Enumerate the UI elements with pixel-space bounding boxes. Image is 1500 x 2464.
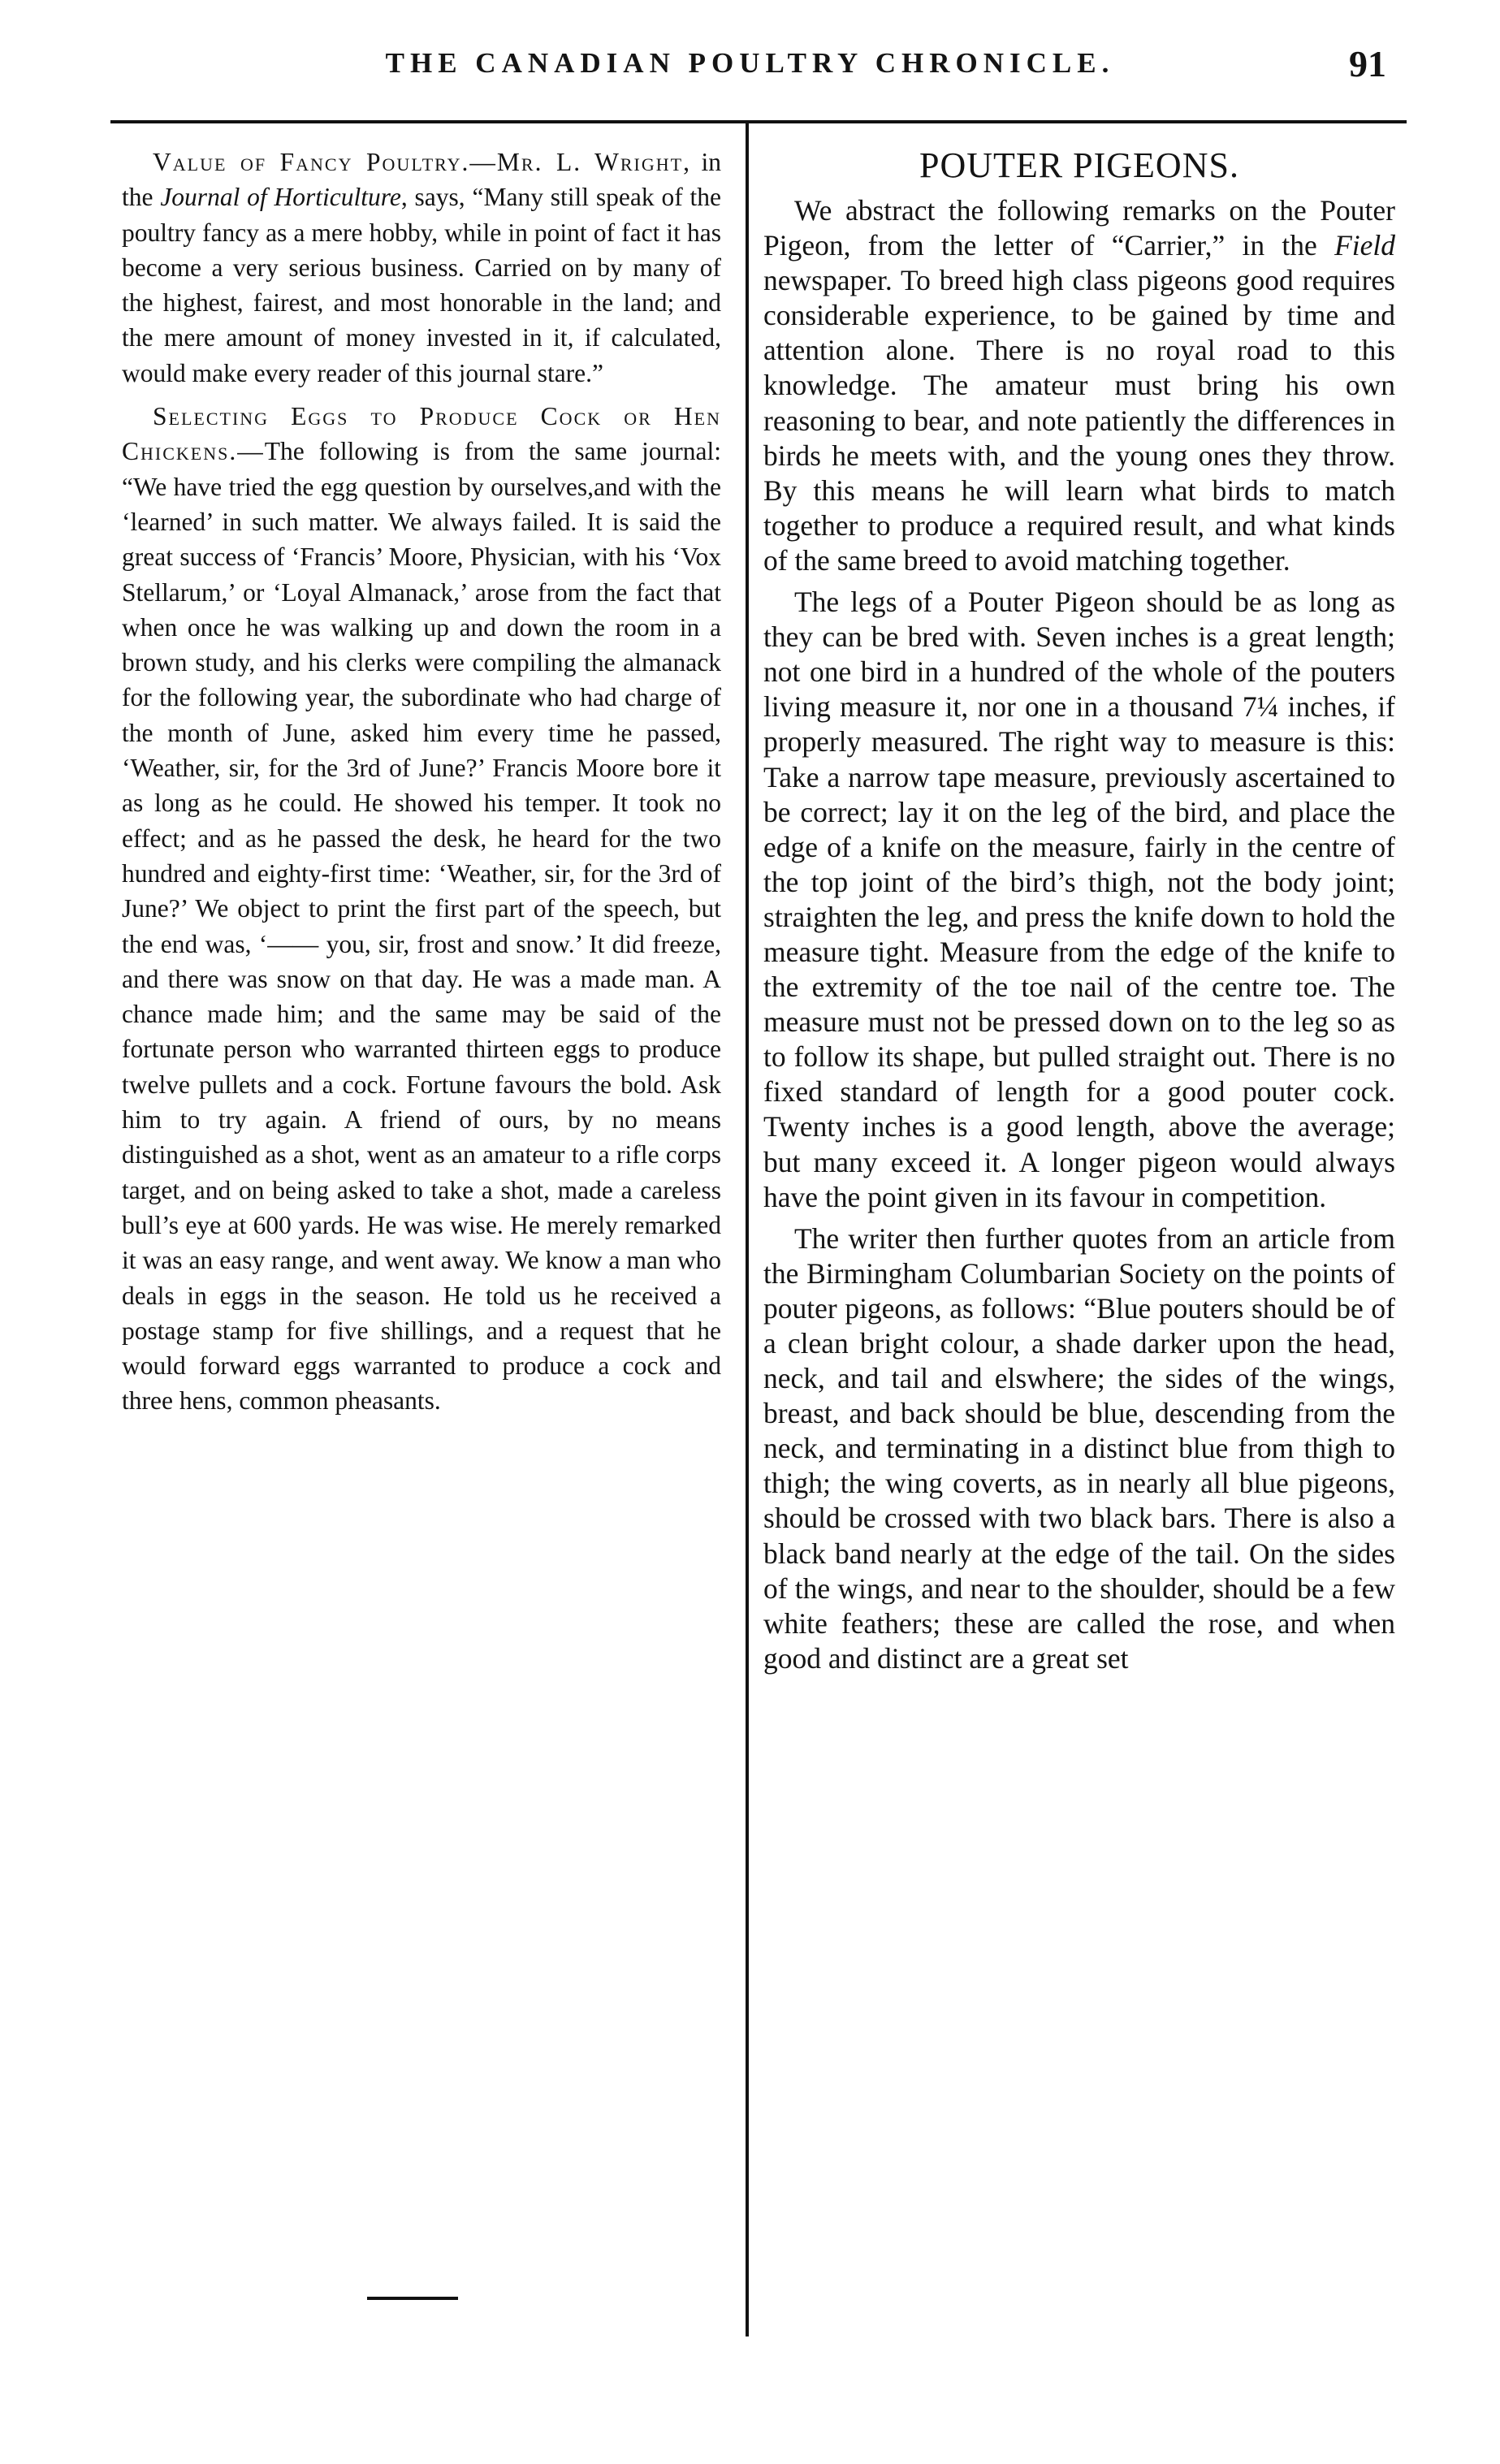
- header-rule: [110, 120, 1407, 123]
- journal-title: Journal of Horticulture: [160, 183, 401, 212]
- item-author: Mr. L. Wright: [496, 148, 684, 176]
- article-paragraph: The writer then further quotes from an article from the Birmingham Columbarian Society on the points of pouter pigeons, as follows: “Blue pouters should be of a clean bright colour, a shade darker upon the head, neck, and tail and elswhere; the sides of the wings, breast, and back should be blue, descending from the neck, and terminating in a distinct blue from thigh to thigh; the wing coverts, as in nearly all blue pigeons, should be crossed with two black bars. There is also a black band nearly at the edge of the tail. On the sides of the wings, and near to the shoulder, should be a few white feathers; these are called the rose, and when good and distinct are a great set: [763, 1221, 1395, 1675]
- running-head: THE CANADIAN POULTRY CHRONICLE.: [385, 47, 1115, 79]
- paragraph-text: We abstract the following remarks on the Pouter Pigeon, from the letter of “Carrier,” in the: [763, 194, 1395, 262]
- item-text: , in the: [122, 148, 721, 212]
- item-value-of-fancy-poultry: [122, 145, 721, 391]
- left-column: [122, 145, 721, 1419]
- item-selecting-eggs: [122, 399, 721, 1419]
- page-header: [0, 43, 1500, 96]
- article-paragraph: The legs of a Pouter Pigeon should be as long as they can be bred with. Seven inches is a great length; not one bird in a hundred of the whole of the pouters living measure it, nor one in a thousand 7¼ inches, if properly measured. The right way to measure is this: Take a narrow tape measure, previously ascertained to be correct; lay it on the leg of the bird, and place the edge of a knife on the measure, fairly in the centre of the top joint of the bird’s thigh, not the body joint; straighten the leg, and press the knife down to hold the measure tight. Measure from the edge of the knife to the extremity of the toe nail of the centre toe. The measure must not be pressed down on to the leg so as to follow its shape, but pulled straight out. There is no fixed standard of length for a good pouter cock. Twenty inches is a good length, above the average; but many exceed it. A longer pigeon would always have the point given in its favour in competition.: [763, 586, 1395, 1213]
- right-column: [763, 145, 1395, 1676]
- item-heading: Selecting Eggs to Produce Cock or Hen Chickens.—: [122, 402, 721, 466]
- article-title: POUTER PIGEONS.: [919, 145, 1239, 185]
- paragraph-text: newspaper. To breed high class pigeons good requires considerable experience, to be gained by time and attention alone. There is no royal road to this knowledge. The amateur must bring his own reasoning to bear, and note patiently the differences in birds he meets with, and the young ones they throw. By this means he will learn what birds to match together to produce a required result, and what kinds of the same breed to avoid matching together.: [763, 264, 1395, 577]
- item-text: , says, “Many still speak of the poultry fancy as a mere hobby, while in point of fact it has become a very serious business. Carried on by many of the highest, fairest, and most honorable in the land; and the mere amount of money invested in it, if calculated, would make every reader of this journal stare.”: [122, 183, 722, 387]
- article-paragraph: [763, 193, 1395, 578]
- item-text: The following is from the same journal: “We have tried the egg question by ourselves,and with the ‘learned’ in such matter. We always failed. It is said the great success of ‘Francis’ Moore, Physician, with his ‘Vox Stellarum,’ or ‘Loyal Almanack,’ arose from the fact that when once he was walking up and down the room in a brown study, and his clerks were compiling the almanack for the following year, the subordinate who had charge of the month of June, asked him every time he passed, ‘Weather, sir, for the 3rd of June?’ Francis Moore bore it as long as he could. He showed his temper. It took no effect; and as he passed the desk, he heard for the two hundred and eighty-first time: ‘Weather, sir, for the 3rd of June?’ We object to print the first part of the speech, but the end was, ‘—— you, sir, frost and snow.’ It did freeze, and there was snow on that day. He was a made man. A chance made him; and the same may be said of the fortunate person who warranted thirteen eggs to produce twelve pullets and a cock. Fortune favours the bold. Ask him to try again. A friend of ours, by no means distinguished as a shot, went as an amateur to a rifle corps target, and on being asked to take a shot, made a careless bull’s eye at 600 yards. He was wise. He merely remarked it was an easy range, and went away. We know a man who deals in eggs in the season. He told us he received a postage stamp for five shillings, and a request that he would forward eggs warranted to produce a cock and three hens, common pheasants.: [122, 437, 721, 1416]
- page-number: 91: [1349, 43, 1386, 84]
- item-heading: Value of Fancy Poultry.—: [153, 148, 497, 176]
- section-end-rule: [367, 2297, 458, 2300]
- newspaper-title: Field: [1334, 229, 1395, 262]
- column-divider: [746, 123, 749, 2336]
